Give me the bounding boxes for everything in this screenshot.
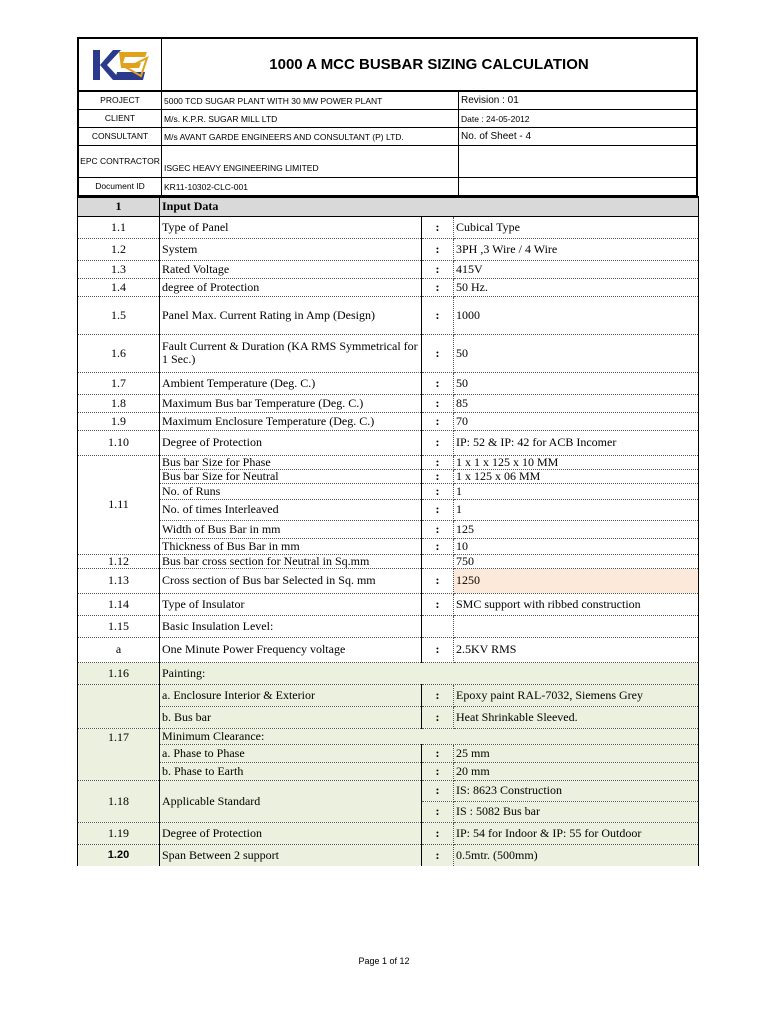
row-number: 1.12 <box>78 554 160 568</box>
project-info-block <box>77 92 698 196</box>
row-value: 10 <box>454 538 699 554</box>
row-value: 1 <box>454 483 699 499</box>
row-colon: : <box>422 296 454 334</box>
epc-label: EPC CONTRACTOR <box>79 146 162 177</box>
table-row <box>78 469 699 483</box>
row-value: 70 <box>454 412 699 430</box>
row-label: a. Phase to Phase <box>160 744 422 762</box>
row-label: Basic Insulation Level: <box>160 615 422 637</box>
row-value: IP: 54 for Indoor & IP: 55 for Outdoor <box>454 822 699 844</box>
project-label: PROJECT <box>79 92 162 109</box>
row-label: Maximum Bus bar Temperature (Deg. C.) <box>160 394 422 412</box>
row-label: No. of times Interleaved <box>160 499 422 520</box>
row-label: Bus bar Size for Neutral <box>160 469 422 483</box>
calculation-sheet <box>77 37 698 866</box>
row-label: Minimum Clearance: <box>160 728 699 744</box>
consultant-label: CONSULTANT <box>79 128 162 145</box>
row-number: 1.3 <box>78 260 160 278</box>
table-row <box>78 615 699 637</box>
consultant-value: M/s AVANT GARDE ENGINEERS AND CONSULTANT (P) LTD. <box>162 128 459 145</box>
row-number: 1.10 <box>78 430 160 455</box>
row-number: 1.8 <box>78 394 160 412</box>
row-colon: : <box>422 469 454 483</box>
input-data-table <box>77 196 699 866</box>
section-header <box>78 197 699 216</box>
row-label: Fault Current & Duration (KA RMS Symmetrical for 1 Sec.) <box>160 334 422 372</box>
table-row <box>78 744 699 762</box>
row-label: b. Bus bar <box>160 706 422 728</box>
document-id-value: KR11-10302-CLC-001 <box>162 178 459 195</box>
row-number: 1.11 <box>78 455 160 554</box>
page-number: Page 1 of 12 <box>358 956 410 966</box>
table-row <box>78 238 699 260</box>
row-label: Applicable Standard <box>160 780 422 822</box>
row-colon: : <box>422 637 454 662</box>
row-label: Bus bar cross section for Neutral in Sq.mm <box>160 554 422 568</box>
row-number: 1.18 <box>78 780 160 822</box>
project-value: 5000 TCD SUGAR PLANT WITH 30 MW POWER PLANT <box>162 92 459 109</box>
row-value: 50 Hz. <box>454 278 699 296</box>
client-value: M/s. K.P.R. SUGAR MILL LTD <box>162 110 459 127</box>
table-row <box>78 568 699 593</box>
row-number: 1.14 <box>78 593 160 615</box>
row-value: Heat Shrinkable Sleeved. <box>454 706 699 728</box>
row-value: 2.5KV RMS <box>454 637 699 662</box>
document-id-blank <box>459 178 696 195</box>
table-row <box>78 455 699 469</box>
row-label: Ambient Temperature (Deg. C.) <box>160 372 422 394</box>
row-value: 1 x 125 x 06 MM <box>454 469 699 483</box>
row-colon: : <box>422 538 454 554</box>
table-row <box>78 394 699 412</box>
row-colon: : <box>422 394 454 412</box>
row-number: 1.13 <box>78 568 160 593</box>
row-value: 415V <box>454 260 699 278</box>
row-colon: : <box>422 412 454 430</box>
row-label: Bus bar Size for Phase <box>160 455 422 469</box>
consultant-row <box>79 128 696 146</box>
row-label: Painting: <box>160 662 699 684</box>
client-label: CLIENT <box>79 110 162 127</box>
row-value: IP: 52 & IP: 42 for ACB Incomer <box>454 430 699 455</box>
table-row <box>78 216 699 238</box>
row-value: 50 <box>454 372 699 394</box>
row-label: Type of Insulator <box>160 593 422 615</box>
date-value: Date : 24-05-2012 <box>461 113 530 124</box>
document-header <box>77 37 698 92</box>
document-title: 1000 A MCC BUSBAR SIZING CALCULATION <box>269 56 589 73</box>
table-row <box>78 706 699 728</box>
row-value: 1 x 1 x 125 x 10 MM <box>454 455 699 469</box>
table-row <box>78 780 699 801</box>
row-colon: : <box>422 762 454 780</box>
row-colon: : <box>422 520 454 538</box>
row-label: b. Phase to Earth <box>160 762 422 780</box>
row-value: IS : 5082 Bus bar <box>454 801 699 822</box>
row-colon: : <box>422 780 454 801</box>
row-label: Cross section of Bus bar Selected in Sq. mm <box>160 568 422 593</box>
row-label: One Minute Power Frequency voltage <box>160 637 422 662</box>
row-value: 1000 <box>454 296 699 334</box>
row-colon: : <box>422 278 454 296</box>
epc-row <box>79 146 696 178</box>
row-value: 85 <box>454 394 699 412</box>
row-label: Span Between 2 support <box>160 844 422 866</box>
table-row <box>78 762 699 780</box>
table-row <box>78 483 699 499</box>
row-number: 1.9 <box>78 412 160 430</box>
row-label: Degree of Protection <box>160 430 422 455</box>
row-label: Maximum Enclosure Temperature (Deg. C.) <box>160 412 422 430</box>
row-number: 1.6 <box>78 334 160 372</box>
row-label: Degree of Protection <box>160 822 422 844</box>
project-row <box>79 92 696 110</box>
row-colon: : <box>422 844 454 866</box>
row-number: 1.20 <box>78 844 160 866</box>
row-value: 125 <box>454 520 699 538</box>
row-number: 1.4 <box>78 278 160 296</box>
table-row <box>78 844 699 866</box>
row-value: 0.5mtr. (500mm) <box>454 844 699 866</box>
row-colon: : <box>422 706 454 728</box>
table-row <box>78 662 699 684</box>
row-label: No. of Runs <box>160 483 422 499</box>
section-title: Input Data <box>160 197 699 216</box>
row-colon: : <box>422 260 454 278</box>
row-number: 1.15 <box>78 615 160 637</box>
row-colon: : <box>422 684 454 706</box>
revision-value: Revision : 01 <box>461 95 519 106</box>
row-value <box>454 615 699 637</box>
row-value: 20 mm <box>454 762 699 780</box>
row-value: 50 <box>454 334 699 372</box>
row-label: Type of Panel <box>160 216 422 238</box>
epc-blank <box>459 146 696 177</box>
ke-logo-icon <box>89 46 151 84</box>
table-row <box>78 538 699 554</box>
table-row <box>78 593 699 615</box>
row-value-highlighted: 1250 <box>454 568 699 593</box>
table-row <box>78 520 699 538</box>
company-logo <box>79 39 162 90</box>
row-number: a <box>78 637 160 662</box>
row-number: 1.16 <box>78 662 160 684</box>
row-number: 1.5 <box>78 296 160 334</box>
row-value: 25 mm <box>454 744 699 762</box>
row-value: 3PH ,3 Wire / 4 Wire <box>454 238 699 260</box>
row-colon <box>422 554 454 568</box>
row-label: Rated Voltage <box>160 260 422 278</box>
table-row <box>78 728 699 744</box>
row-value: Epoxy paint RAL-7032, Siemens Grey <box>454 684 699 706</box>
table-row <box>78 372 699 394</box>
row-colon: : <box>422 499 454 520</box>
row-number <box>78 684 160 728</box>
row-value: 750 <box>454 554 699 568</box>
table-row <box>78 260 699 278</box>
row-colon: : <box>422 568 454 593</box>
row-colon: : <box>422 216 454 238</box>
row-colon: : <box>422 801 454 822</box>
row-number: 1.2 <box>78 238 160 260</box>
sheet-count: No. of Sheet - 4 <box>461 131 532 142</box>
row-number: 1.17 <box>78 728 160 780</box>
table-row <box>78 296 699 334</box>
row-value: SMC support with ribbed construction <box>454 593 699 615</box>
section-number: 1 <box>78 197 160 216</box>
row-colon: : <box>422 593 454 615</box>
row-value: Cubical Type <box>454 216 699 238</box>
row-number: 1.19 <box>78 822 160 844</box>
row-label: a. Enclosure Interior & Exterior <box>160 684 422 706</box>
row-value: 1 <box>454 499 699 520</box>
row-colon: : <box>422 372 454 394</box>
row-colon <box>422 615 454 637</box>
row-colon: : <box>422 334 454 372</box>
row-number: 1.1 <box>78 216 160 238</box>
document-id-row <box>79 178 696 196</box>
table-row <box>78 334 699 372</box>
row-colon: : <box>422 238 454 260</box>
table-row <box>78 822 699 844</box>
table-row <box>78 637 699 662</box>
table-row <box>78 554 699 568</box>
table-row <box>78 684 699 706</box>
row-colon: : <box>422 822 454 844</box>
row-value: IS: 8623 Construction <box>454 780 699 801</box>
row-label: Width of Bus Bar in mm <box>160 520 422 538</box>
table-row <box>78 278 699 296</box>
row-colon: : <box>422 483 454 499</box>
client-row <box>79 110 696 128</box>
table-row <box>78 499 699 520</box>
epc-value: ISGEC HEAVY ENGINEERING LIMITED <box>162 146 459 177</box>
row-number: 1.7 <box>78 372 160 394</box>
row-label: Panel Max. Current Rating in Amp (Design) <box>160 296 422 334</box>
row-colon: : <box>422 430 454 455</box>
row-label: degree of Protection <box>160 278 422 296</box>
row-label: System <box>160 238 422 260</box>
row-colon: : <box>422 455 454 469</box>
row-label: Thickness of Bus Bar in mm <box>160 538 422 554</box>
row-colon: : <box>422 744 454 762</box>
table-row <box>78 430 699 455</box>
document-id-label: Document ID <box>79 178 162 195</box>
table-row <box>78 412 699 430</box>
